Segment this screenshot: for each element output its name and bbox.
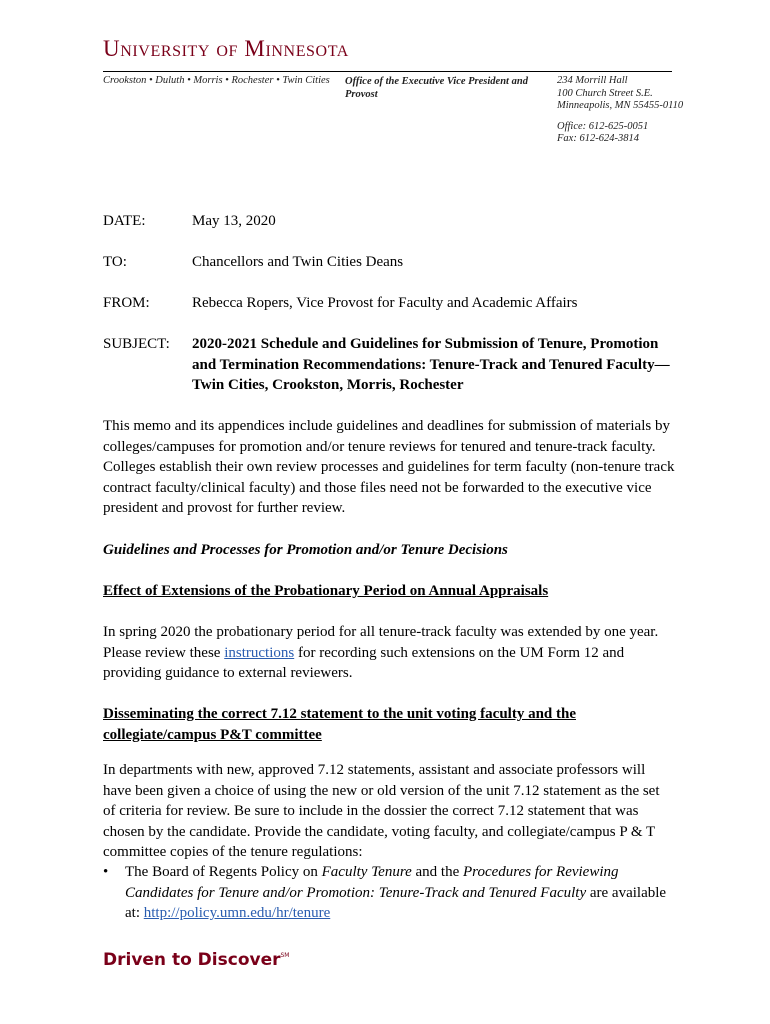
bullet-icon: • (103, 864, 109, 880)
bullet-text (125, 862, 677, 924)
footer-tagline (103, 950, 290, 970)
from-value: Rebecca Ropers, Vice Provost for Faculty and Academic Affairs (192, 295, 578, 311)
address-line-1: 234 Morrill Hall (557, 75, 628, 86)
bullet-text-part: and the (411, 864, 463, 880)
section-heading: Guidelines and Processes for Promotion and/or Tenure Decisions (103, 542, 508, 558)
policy-title-faculty-tenure: Faculty Tenure (321, 864, 412, 880)
campus-list: Crookston • Duluth • Morris • Rochester • Twin Cities (103, 75, 330, 86)
address-line-3: Minneapolis, MN 55455-0110 (557, 100, 684, 111)
university-name: University of Minnesota (103, 36, 349, 61)
office-phone: Office: 612-625-0051 (557, 120, 649, 132)
letterhead-rule (103, 71, 672, 72)
office-name: Office of the Executive Vice President and Provost (345, 76, 528, 100)
date-label: DATE: (103, 213, 146, 229)
subsection-heading-712-line1: Disseminating the correct 7.12 statement to the unit voting faculty and the (103, 706, 577, 722)
instructions-link[interactable]: instructions (224, 644, 295, 661)
bullet-text-part: are available at: (125, 884, 667, 921)
to-value: Chancellors and Twin Cities Deans (192, 254, 404, 270)
subsection-heading-712-line2: collegiate/campus P&T committee (103, 726, 322, 743)
bullet-text-part: The Board of Regents Policy on (125, 864, 322, 880)
subject-label: SUBJECT: (103, 336, 170, 352)
intro-paragraph: This memo and its appendices include guidelines and deadlines for submission of materials by colleges/campuses for promotion and/or tenure reviews for tenured and tenure-track faculty. Colleges establish their own review processes and guidelines for term faculty (non-tenure track contract faculty/clinical faculty) and those files need not be forwarded to the executive vice president and provost for further review. (103, 418, 675, 516)
712-paragraph: In departments with new, approved 7.12 statements, assistant and associate professors will have been given a choice of using the new or old version of the unit 7.12 statement as the set of criteria for review. Be sure to include in the dossier the correct 7.12 statement that was chosen by the candidate. Provide the candidate, voting faculty, and collegiate/campus P & T committee copies of the tenure regulations: (103, 762, 660, 860)
subject-value: 2020-2021 Schedule and Guidelines for Submission of Tenure, Promotion and Termination Recommendations: Tenure-Track and Tenured Faculty—Twin Cities, Crookston, Morris, Rochester (192, 336, 670, 393)
extensions-paragraph (103, 622, 675, 684)
office-address (557, 75, 683, 146)
service-mark: SM (280, 952, 290, 959)
subsection-heading-extensions: Effect of Extensions of the Probationary Period on Annual Appraisals (103, 583, 549, 599)
to-label: TO: (103, 254, 127, 270)
tenure-policy-link[interactable]: http://policy.umn.edu/hr/tenure (143, 905, 331, 921)
office-fax: Fax: 612-624-3814 (557, 133, 639, 144)
from-label: FROM: (103, 295, 150, 311)
tagline-text: Driven to Discover (103, 950, 281, 970)
address-line-2: 100 Church Street S.E. (557, 87, 653, 99)
extensions-text-2: for recording such extensions on the UM Form 12 and providing guidance to external reviewers. (103, 644, 625, 681)
extensions-text-1: In spring 2020 the probationary period for all tenure-track faculty was extended by one year. Please review these (103, 624, 659, 661)
date-value: May 13, 2020 (192, 213, 276, 229)
procedures-title: Procedures for Reviewing Candidates for Tenure and/or Promotion: Tenure-Track and Tenured Faculty (125, 864, 619, 901)
subsection-heading-712 (103, 704, 675, 745)
